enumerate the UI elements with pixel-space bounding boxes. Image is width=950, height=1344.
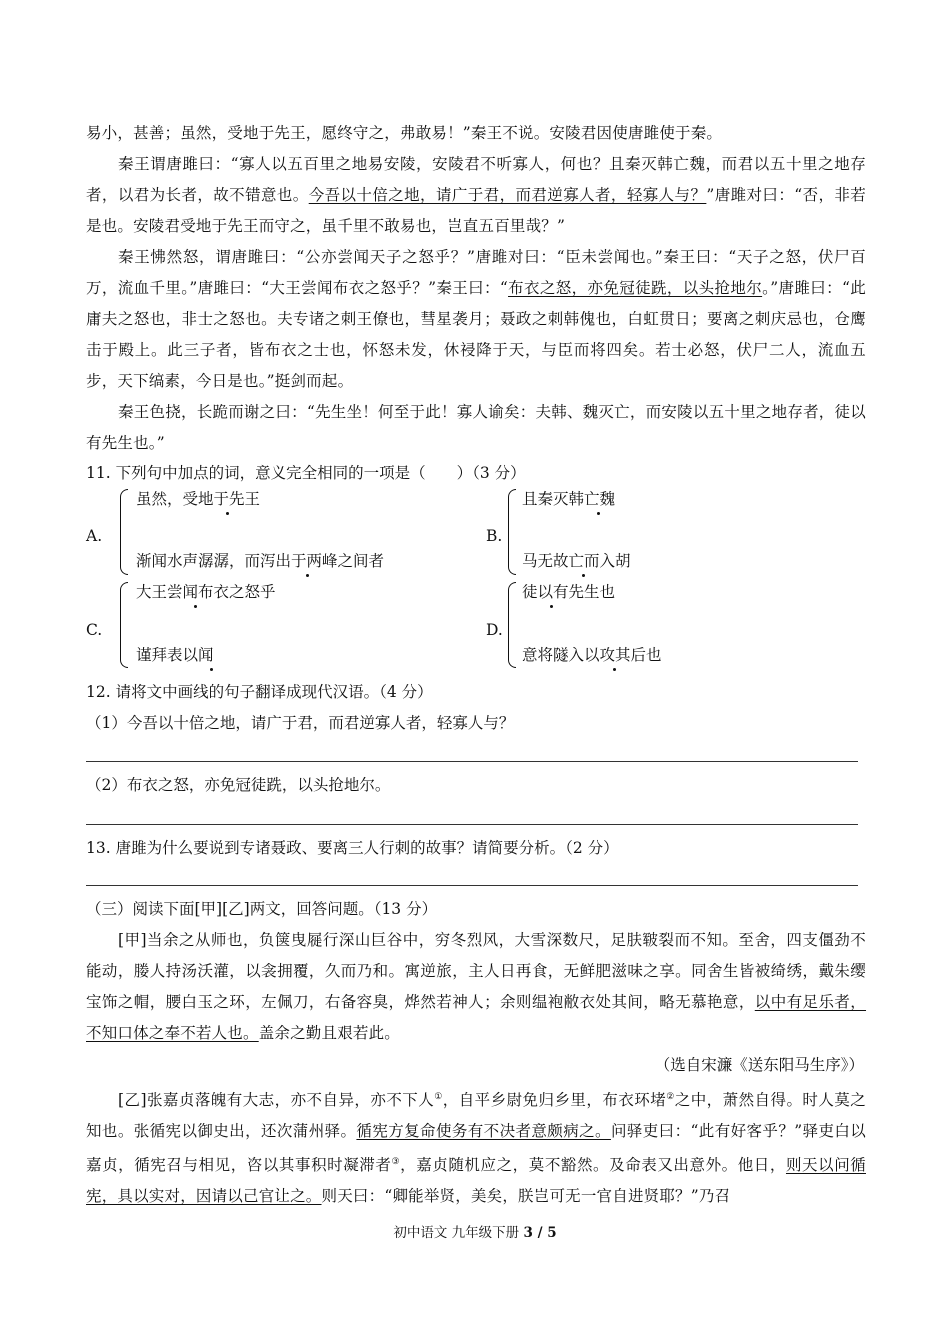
option-sentence-bottom: 谨拜表以闻 (136, 646, 214, 664)
footnote-marker: ① (434, 1092, 443, 1102)
emphasis-dot (597, 512, 600, 515)
option-sentence-top: 大王尝闻布衣之怒乎 (136, 583, 276, 601)
underlined-sentence-2: 布衣之怒，亦免冠徒跣，以头抢地尔 (508, 279, 763, 297)
option-sentence-bottom: 意将隧入以攻其后也 (522, 646, 662, 664)
section-3-heading: （三）阅读下面[甲][乙]两文，回答问题。（13 分） (86, 900, 438, 918)
passage-paragraph-2 (86, 149, 866, 242)
underlined-sentence-yi-2: 则天以问循宪，具以实对，因请以己官让之。 (86, 1156, 866, 1206)
passage-paragraph-3 (86, 242, 866, 397)
passage-text: [甲]当余之从师也，负箧曳屣行深山巨谷中，穷冬烈风，大雪深数尺，足肤皲裂而不知。至舍，四支僵劲不能动，媵人持汤沃灌，以衾拥覆，久而乃和。寓逆旅，主人日再食，无鲜肥滋味之享。同舍生皆被绮绣，戴朱缨宝饰之帽，腰白玉之环，左佩刀，右备容臭，烨然若神人；余则缊袍敝衣处其间，略无慕艳意， (86, 931, 866, 1011)
question-13-stem: 13. 唐雎为什么要说到专诸聂政、要离三人行刺的故事？请简要分析。（2 分） (86, 839, 619, 857)
passage-text: ，嘉贞随机应之，莫不豁然。及命表又出意外。他日， (400, 1156, 786, 1175)
passage-paragraph-1 (86, 118, 866, 149)
question-12-sentence-1: （1）今吾以十倍之地，请广于君，而君逆寡人者，轻寡人与？ (86, 714, 515, 732)
passage-text: 秦王谓唐雎曰：“寡人以五百里之地易安陵，安陵君不听寡人，何也？且秦灭韩亡魏，而君以五十里之地存者，以君为长者，故不错意也。 (86, 155, 866, 204)
emphasis-dot (550, 605, 553, 608)
passage-text: 易小，甚善；虽然，受地于先王，愿终守之，弗敢易！”秦王不说。安陵君因使唐雎使于秦。 (86, 124, 723, 142)
option-brace (508, 582, 516, 668)
underlined-sentence-yi-1: 循宪方复命使务有不决者意颇病之。 (356, 1122, 611, 1141)
passage-text: ”唐雎对曰：“否，非若是也。安陵君受地于先王而守之，虽千里不敢易也，岂直五百里哉？” (86, 186, 866, 235)
passage-jia-source: （选自宋濂《送东阳马生序》） (654, 1056, 864, 1074)
passage-text: 问驿吏曰：“此有好客乎？”驿吏白以嘉贞，循宪召与相见，咨以其事积时凝滞者 (86, 1122, 866, 1175)
emphasis-dot (194, 605, 197, 608)
option-letter: B. (486, 527, 503, 545)
option-brace (120, 489, 128, 575)
passage-text: 则天曰：“卿能举贤，美矣，朕岂可无一官自进贤耶？”乃召 (321, 1187, 731, 1206)
passage-text: 之中，萧然自得。时人莫之知也。张循宪以御史出，还次蒲州驿。 (86, 1091, 866, 1141)
option-letter: A. (86, 527, 103, 545)
footnote-marker: ② (666, 1092, 675, 1102)
question-12-sentence-2: （2）布衣之怒，亦免冠徒跣，以头抢地尔。 (86, 776, 391, 794)
emphasis-dot (306, 574, 309, 577)
emphasis-dot (582, 574, 585, 577)
passage-paragraph-4 (86, 397, 866, 459)
footer-label: 初中语文 九年级下册 (393, 1225, 524, 1241)
question-12-stem: 12. 请将文中画线的句子翻译成现代汉语。（4 分） (86, 683, 433, 701)
passage-text: 盖余之勤且艰若此。 (258, 1024, 401, 1042)
option-sentence-top: 徒以有先生也 (522, 583, 616, 601)
passage-text: 秦王色挠，长跪而谢之曰：“先生坐！何至于此！寡人谕矣：夫韩、魏灭亡，而安陵以五十里之地存者，徒以有先生也。” (86, 403, 866, 452)
underlined-sentence-jia: 以中有足乐者，不知口体之奉不若人也。 (86, 993, 867, 1042)
option-brace (508, 489, 516, 575)
option-sentence-top: 且秦灭韩亡魏 (522, 490, 616, 508)
question-11-stem: 11. 下列句中加点的词，意义完全相同的一项是（ ）（3 分） (86, 464, 526, 482)
answer-line[interactable] (86, 824, 858, 825)
page-footer (0, 1223, 950, 1243)
emphasis-dot (613, 668, 616, 671)
answer-line[interactable] (86, 885, 858, 886)
option-sentence-bottom: 马无故亡而入胡 (522, 552, 631, 570)
option-sentence-top: 虽然，受地于先王 (136, 490, 261, 508)
page-number: 3 / 5 (523, 1225, 557, 1241)
passage-text: [乙]张嘉贞落魄有大志，亦不自异，亦不下人 (118, 1091, 435, 1110)
footnote-marker: ③ (391, 1157, 401, 1168)
emphasis-dot (226, 512, 229, 515)
passage-text: ，自平乡尉免归乡里，布衣环堵 (442, 1091, 667, 1110)
passage-jia (86, 925, 866, 1049)
passage-text: 。”唐雎曰：“此庸夫之怒也，非士之怒也。夫专诸之刺王僚也，彗星袭月；聂政之刺韩傀也，白虹贯日；要离之刺庆忌也，仓鹰击于殿上。此三子者，皆布衣之士也，怀怒未发，休祲降于天，与臣而将四矣。若士必怒，伏尸二人，流血五步，天下缟素，今日是也。”挺剑而起。 (86, 279, 866, 390)
option-letter: D. (486, 621, 503, 639)
passage-yi (86, 1082, 866, 1212)
passage-text: 秦王怫然怒，谓唐雎曰：“公亦尝闻天子之怒乎？”唐雎对曰：“臣未尝闻也。”秦王曰：“天子之怒，伏尸百万，流血千里。”唐雎曰：“大王尝闻布衣之怒乎？”秦王曰：“ (86, 248, 866, 297)
underlined-sentence-1: 今吾以十倍之地，请广于君，而君逆寡人者，轻寡人与？ (308, 186, 707, 204)
emphasis-dot (210, 668, 213, 671)
answer-line[interactable] (86, 761, 858, 762)
option-letter: C. (86, 621, 103, 639)
option-sentence-bottom: 渐闻水声潺潺，而泻出于两峰之间者 (136, 552, 385, 570)
option-brace (120, 582, 128, 668)
